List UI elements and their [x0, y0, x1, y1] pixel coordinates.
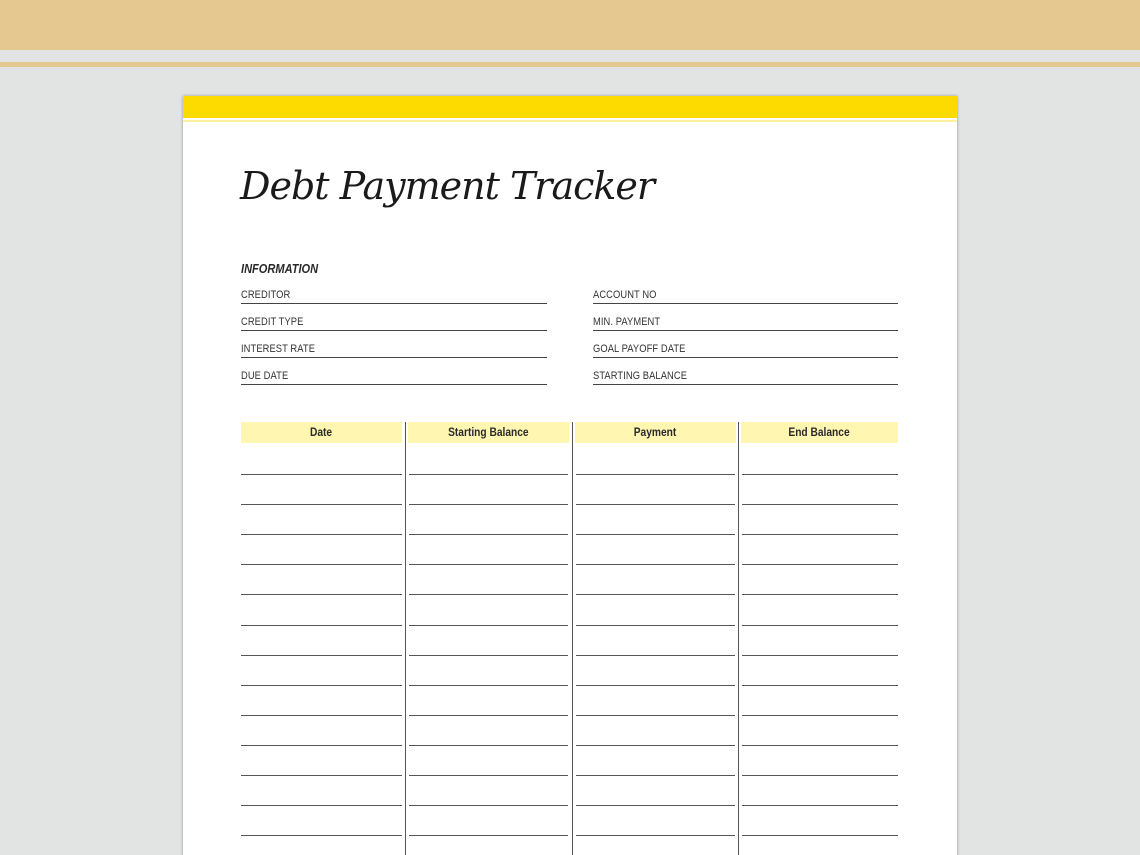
table-row-line[interactable]: [241, 655, 402, 656]
table-row-line[interactable]: [241, 534, 402, 535]
top-decorative-band: [0, 0, 1140, 50]
table-row-line[interactable]: [576, 775, 735, 776]
table-row-line[interactable]: [742, 564, 898, 565]
table-row-line[interactable]: [409, 805, 568, 806]
table-row-line[interactable]: [742, 625, 898, 626]
table-row-line[interactable]: [576, 715, 735, 716]
table-row-line[interactable]: [576, 594, 735, 595]
table-row-line[interactable]: [241, 474, 402, 475]
table-row-line[interactable]: [409, 685, 568, 686]
table-row-line[interactable]: [576, 474, 735, 475]
account-no-field[interactable]: [593, 281, 898, 304]
table-row-line[interactable]: [742, 715, 898, 716]
column-divider: [738, 422, 739, 855]
table-row-line[interactable]: [241, 564, 402, 565]
interest-rate-label: INTEREST RATE: [241, 343, 316, 355]
table-row-line[interactable]: [576, 534, 735, 535]
table-row-line[interactable]: [409, 835, 568, 836]
table-row-line[interactable]: [241, 835, 402, 836]
column-divider: [572, 422, 573, 855]
column-header-payment: Payment: [575, 422, 736, 443]
table-row-line[interactable]: [241, 745, 402, 746]
column-header-date: Date: [241, 422, 402, 443]
table-row-line[interactable]: [241, 625, 402, 626]
account-no-label: ACCOUNT NO: [593, 289, 657, 301]
table-row-line[interactable]: [742, 745, 898, 746]
due-date-field[interactable]: [241, 362, 547, 385]
table-row-line[interactable]: [742, 474, 898, 475]
column-divider: [405, 422, 406, 855]
table-row-line[interactable]: [409, 715, 568, 716]
table-row-line[interactable]: [742, 805, 898, 806]
min-payment-label: MIN. PAYMENT: [593, 316, 661, 328]
table-row-line[interactable]: [576, 745, 735, 746]
table-row-line[interactable]: [576, 564, 735, 565]
credit-type-field[interactable]: [241, 308, 547, 331]
creditor-field[interactable]: [241, 281, 547, 304]
table-row-line[interactable]: [409, 564, 568, 565]
table-row-line[interactable]: [241, 685, 402, 686]
table-row-line[interactable]: [576, 504, 735, 505]
table-row-line[interactable]: [241, 715, 402, 716]
page-accent-bar: [183, 96, 957, 118]
column-header-starting-balance: Starting Balance: [408, 422, 569, 443]
starting-balance-field[interactable]: [593, 362, 898, 385]
interest-rate-field[interactable]: [241, 335, 547, 358]
table-row-line[interactable]: [742, 594, 898, 595]
credit-type-label: CREDIT TYPE: [241, 316, 304, 328]
table-row-line[interactable]: [409, 745, 568, 746]
goal-payoff-date-label: GOAL PAYOFF DATE: [593, 343, 686, 355]
table-row-line[interactable]: [409, 474, 568, 475]
table-row-line[interactable]: [576, 625, 735, 626]
min-payment-field[interactable]: [593, 308, 898, 331]
table-row-line[interactable]: [241, 594, 402, 595]
table-row-line[interactable]: [576, 835, 735, 836]
due-date-label: DUE DATE: [241, 370, 289, 382]
table-row-line[interactable]: [742, 504, 898, 505]
tracker-page: [183, 96, 957, 855]
page-accent-line: [183, 120, 957, 122]
table-row-line[interactable]: [742, 685, 898, 686]
goal-payoff-date-field[interactable]: [593, 335, 898, 358]
information-heading: INFORMATION: [241, 261, 319, 276]
table-row-line[interactable]: [742, 534, 898, 535]
table-row-line[interactable]: [409, 594, 568, 595]
table-row-line[interactable]: [409, 625, 568, 626]
table-row-line[interactable]: [409, 655, 568, 656]
column-header-end-balance: End Balance: [741, 422, 898, 443]
table-row-line[interactable]: [409, 504, 568, 505]
table-row-line[interactable]: [409, 534, 568, 535]
page-title: Debt Payment Tracker: [240, 164, 655, 208]
table-row-line[interactable]: [241, 504, 402, 505]
top-decorative-line: [0, 62, 1140, 67]
starting-balance-label: STARTING BALANCE: [593, 370, 688, 382]
table-row-line[interactable]: [576, 805, 735, 806]
table-row-line[interactable]: [241, 775, 402, 776]
table-row-line[interactable]: [409, 775, 568, 776]
table-row-line[interactable]: [576, 655, 735, 656]
table-row-line[interactable]: [742, 655, 898, 656]
table-row-line[interactable]: [241, 805, 402, 806]
creditor-label: CREDITOR: [241, 289, 291, 301]
table-row-line[interactable]: [742, 835, 898, 836]
table-row-line[interactable]: [576, 685, 735, 686]
table-row-line[interactable]: [742, 775, 898, 776]
